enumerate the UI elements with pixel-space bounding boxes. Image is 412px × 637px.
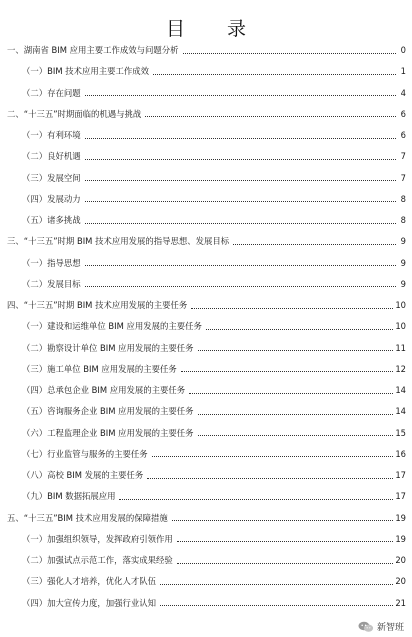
toc-section-entry[interactable]	[22, 128, 406, 142]
toc-page-number: 9	[400, 278, 406, 289]
toc-entry-title: （六）工程监理企业 BIM 应用发展的主要任务	[22, 427, 194, 438]
toc-entry-title: （二）勘察设计单位 BIM 应用发展的主要任务	[22, 342, 194, 353]
toc-section-entry[interactable]	[22, 362, 406, 376]
toc-entry-title: （三）强化人才培养，优化人才队伍	[22, 576, 156, 587]
toc-page-number: 1	[400, 66, 406, 77]
dot-leader	[85, 201, 396, 202]
toc-section-entry[interactable]	[22, 192, 406, 206]
toc-page-number: 8	[400, 193, 406, 204]
toc-entry-title: （四）发展动力	[22, 193, 81, 204]
dot-leader	[233, 244, 396, 245]
dot-leader	[177, 563, 394, 564]
toc-section-entry[interactable]	[22, 319, 406, 333]
dot-leader	[145, 116, 396, 117]
dot-leader	[160, 584, 393, 585]
toc-section-entry[interactable]	[22, 447, 406, 461]
toc-section-entry[interactable]	[22, 64, 406, 78]
toc-page-number: 11	[395, 342, 406, 353]
toc-section-entry[interactable]	[22, 426, 406, 440]
toc-entry-title: （九）BIM 数据拓展应用	[22, 491, 116, 502]
toc-page-number: 10	[395, 300, 406, 310]
dot-leader	[119, 499, 393, 500]
toc-page-number: 17	[395, 491, 406, 502]
watermark-label: 新智班	[376, 623, 404, 633]
toc-section-entry[interactable]	[22, 171, 406, 185]
dot-leader	[85, 265, 396, 266]
toc-entry-title: 三、“十三五”时期 BIM 技术应用发展的指导思想、发展目标	[7, 236, 230, 247]
toc-entry-title: （二）良好机遇	[22, 151, 81, 162]
toc-entry-title: （七）行业监管与服务的主要任务	[22, 448, 148, 459]
toc-page-number: 10	[395, 321, 406, 332]
toc-entry-title: （二）存在问题	[22, 87, 81, 98]
dot-leader	[181, 371, 394, 372]
dot-leader	[85, 138, 396, 139]
toc-entry-title: （一）建设和运维单位 BIM 应用发展的主要任务	[22, 321, 202, 332]
dot-leader	[183, 53, 396, 54]
toc-page-number: 19	[395, 533, 406, 544]
toc-entry-title: （五）诸多挑战	[22, 215, 81, 225]
toc-entry-title: （一）BIM 技术应用主要工作成效	[22, 66, 149, 77]
dot-leader	[198, 350, 394, 351]
dot-leader	[191, 308, 393, 309]
toc-page-number: 14	[395, 385, 406, 395]
toc-entry-title: 五、“十三五”BIM 技术应用发展的保障措施	[7, 512, 168, 523]
toc-section-entry[interactable]	[22, 213, 406, 227]
toc-page-number: 8	[400, 215, 406, 225]
toc-entry-title: （三）施工单位 BIM 应用发展的主要任务	[22, 363, 177, 374]
toc-section-entry[interactable]	[22, 277, 406, 291]
toc-chapter-entry[interactable]	[7, 107, 406, 121]
toc-entry-title: （一）加强组织领导，发挥政府引领作用	[22, 533, 173, 544]
toc-section-entry[interactable]	[22, 256, 406, 270]
toc-section-entry[interactable]	[22, 149, 406, 163]
page-title: 目 录	[165, 18, 265, 40]
toc-section-entry[interactable]	[22, 86, 406, 100]
toc-entry-title: （五）咨询服务企业 BIM 应用发展的主要任务	[22, 406, 194, 417]
dot-leader	[206, 329, 393, 330]
toc-page-number: 0	[400, 45, 406, 55]
toc-entry-title: （八）高校 BIM 发展的主要任务	[22, 470, 144, 480]
watermark	[358, 620, 404, 633]
toc-entry-title: （一）指导思想	[22, 257, 81, 268]
toc-chapter-entry[interactable]	[7, 511, 406, 525]
toc-page-number: 19	[395, 512, 406, 523]
toc-page-number: 14	[395, 406, 406, 417]
toc-entry-title: （二）加强试点示范工作，落实成果经验	[22, 555, 173, 565]
dot-leader	[177, 541, 394, 542]
dot-leader	[189, 393, 393, 394]
toc-page-number: 9	[400, 257, 406, 268]
dot-leader	[85, 286, 396, 287]
toc-entry-title: 四、“十三五”时期 BIM 技术应用发展的主要任务	[7, 300, 188, 310]
toc-chapter-entry[interactable]	[7, 298, 406, 312]
toc-page-number: 6	[400, 108, 406, 119]
toc-section-entry[interactable]	[22, 596, 406, 610]
dot-leader	[85, 95, 396, 96]
dot-leader	[153, 74, 396, 75]
toc-entry-title: （三）发展空间	[22, 172, 81, 183]
toc-page-number: 9	[400, 236, 406, 247]
dot-leader	[160, 605, 393, 606]
dot-leader	[85, 223, 396, 224]
toc-entry-title: （二）发展目标	[22, 278, 81, 289]
toc-page-number: 20	[395, 555, 406, 565]
toc-section-entry[interactable]	[22, 574, 406, 588]
toc-page-number: 6	[400, 130, 406, 140]
toc-entry-title: 二、“十三五”时期面临的机遇与挑战	[7, 108, 142, 119]
toc-entry-title: （一）有利环境	[22, 130, 81, 140]
toc-chapter-entry[interactable]	[7, 43, 406, 57]
dot-leader	[147, 478, 393, 479]
toc-section-entry[interactable]	[22, 341, 406, 355]
toc-page-number: 4	[400, 87, 406, 98]
toc-page-number: 20	[395, 576, 406, 587]
toc-page-number: 7	[400, 151, 406, 162]
dot-leader	[85, 180, 396, 181]
toc-section-entry[interactable]	[22, 468, 406, 482]
dot-leader	[172, 520, 394, 521]
toc-page-number: 16	[395, 448, 406, 459]
toc-section-entry[interactable]	[22, 553, 406, 567]
dot-leader	[198, 435, 394, 436]
toc-entry-title: （四）加大宣传力度，加强行业认知	[22, 597, 156, 608]
toc-page-number: 15	[395, 427, 406, 438]
dot-leader	[152, 456, 394, 457]
wechat-logo-icon	[358, 621, 374, 633]
toc-entry-title: （四）总承包企业 BIM 应用发展的主要任务	[22, 385, 186, 395]
toc-section-entry[interactable]	[22, 404, 406, 418]
toc-page-number: 21	[395, 597, 406, 608]
toc-page-number: 17	[395, 470, 406, 480]
dot-leader	[198, 414, 394, 415]
dot-leader	[85, 159, 396, 160]
toc-page-number: 7	[400, 172, 406, 183]
toc-section-entry[interactable]	[22, 532, 406, 546]
toc-section-entry[interactable]	[22, 489, 406, 503]
toc-section-entry[interactable]	[22, 383, 406, 397]
toc-entry-title: 一、湖南省 BIM 应用主要工作成效与问题分析	[7, 45, 179, 55]
toc-chapter-entry[interactable]	[7, 234, 406, 248]
toc-page-number: 12	[395, 363, 406, 374]
